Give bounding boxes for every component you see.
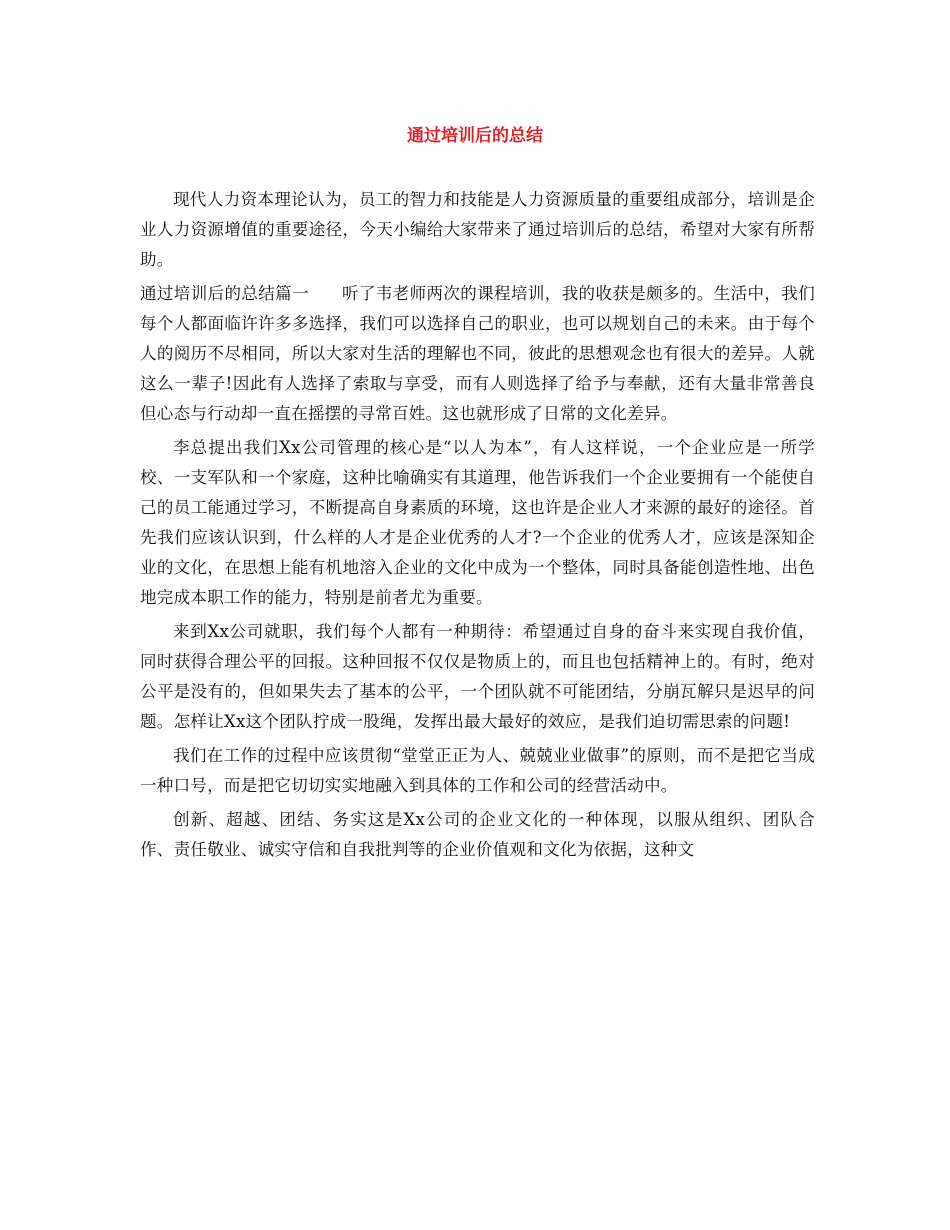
paragraph-text: 创新、超越、团结、务实这是Xx公司的企业文化的一种体现，以服从组织、团队合作、责任敬业、诚实守信和自我批判等的企业价值观和文化为依据，这种文: [140, 810, 815, 859]
paragraph-people-first: [140, 433, 815, 613]
paragraph-section-one: [140, 279, 815, 429]
paragraph-culture: [140, 805, 815, 865]
document-title: 通过培训后的总结: [407, 126, 543, 146]
paragraph-text: 来到Xx公司就职，我们每个人都有一种期待：希望通过自身的奋斗来实现自我价值，同时获得合理公平的回报。这种回报不仅仅是物质上的，而且也包括精神上的。有时，绝对公平是没有的，但如果失去了基本的公平，一个团队就不可能团结，分崩瓦解只是迟早的问题。怎样让Xx这个团队拧成一股绳，发挥出最大最好的效应，是我们迫切需思索的问题!: [140, 622, 815, 731]
section-heading: 通过培训后的总结篇一: [140, 284, 309, 303]
paragraph-text: 李总提出我们Xx公司管理的核心是“以人为本”，有人这样说，一个企业应是一所学校、一支军队和一个家庭，这种比喻确实有其道理，他告诉我们一个企业要拥有一个能使自己的员工能通过学习，不断提高自身素质的环境，这也许是企业人才来源的最好的途径。首先我们应该认识到，什么样的人才是企业优秀的人才?一个企业的优秀人才，应该是深知企业的文化，在思想上能有机地溶入企业的文化中成为一个整体，同时具备能创造性地、出色地完成本职工作的能力，特别是前者尤为重要。: [140, 438, 815, 607]
paragraph-expectation: [140, 617, 815, 737]
paragraph-text: 现代人力资本理论认为，员工的智力和技能是人力资源质量的重要组成部分，培训是企业人力资源增值的重要途径，今天小编给大家带来了通过培训后的总结，希望对大家有所帮助。: [140, 190, 815, 269]
paragraph-intro: [140, 185, 815, 275]
paragraph-text: 我们在工作的过程中应该贯彻“堂堂正正为人、兢兢业业做事”的原则，而不是把它当成一种口号，而是把它切切实实地融入到具体的工作和公司的经营活动中。: [140, 746, 815, 795]
document-body: [140, 185, 815, 869]
paragraph-text: 听了韦老师两次的课程培训，我的收获是颇多的。生活中，我们每个人都面临许许多多选择，我们可以选择自己的职业，也可以规划自己的未来。由于每个人的阅历不尽相同，所以大家对生活的理解也不同，彼此的思想观念也有很大的差异。人就这么一辈子!因此有人选择了索取与享受，而有人则选择了给予与奉献，还有大量非常善良但心态与行动却一直在摇摆的寻常百姓。这也就形成了日常的文化差异。: [140, 284, 816, 423]
paragraph-principle: [140, 741, 815, 801]
